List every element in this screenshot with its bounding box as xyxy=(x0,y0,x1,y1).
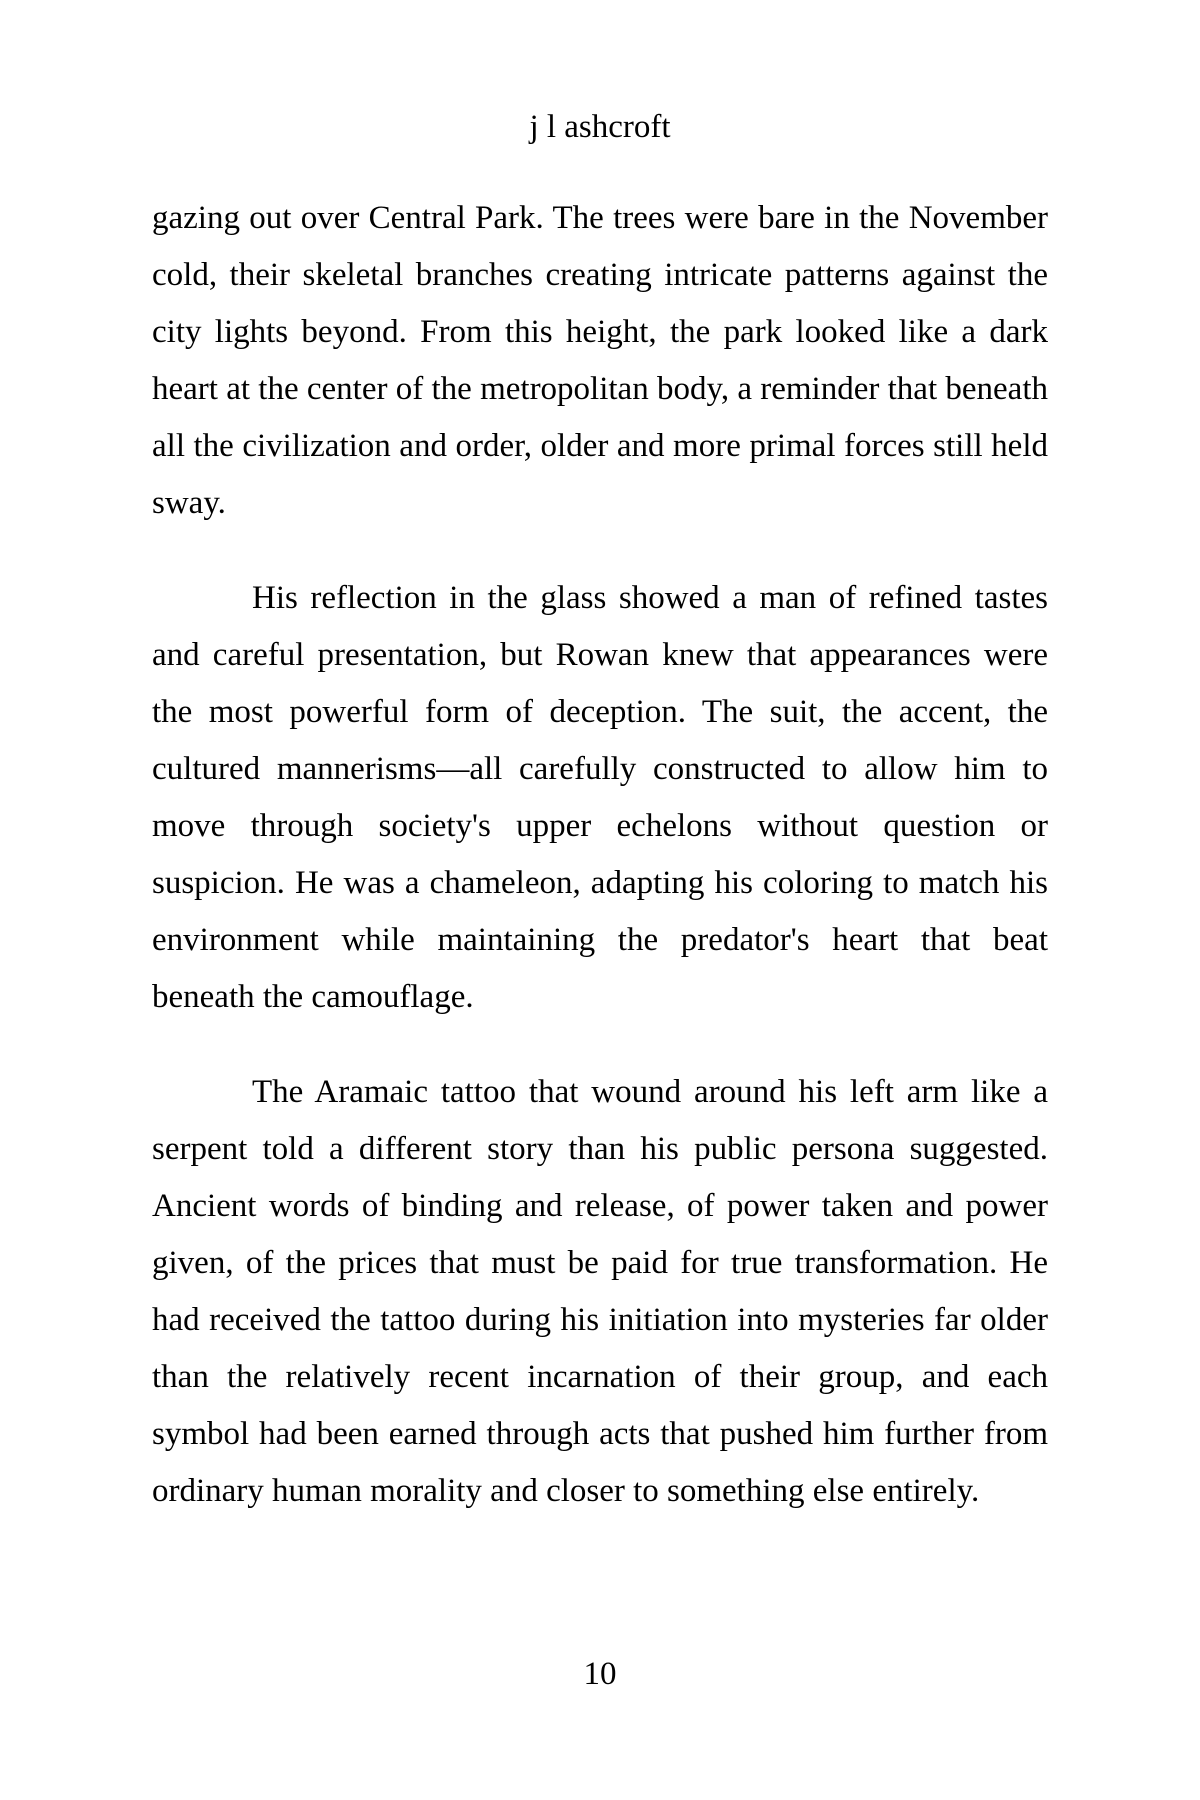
paragraph-2: His reflection in the glass showed a man of refined tastes and careful presentation, but Rowan knew that appearances were the most powerful form of deception. The suit, the accent, the cultured mannerisms—all carefully constructed to allow him to move through society's upper echelons without question or suspicion. He was a chameleon, adapting his coloring to match his environment while maintaining the predator's heart that beat beneath the camouflage. xyxy=(152,580,1048,1015)
page-number: 10 xyxy=(583,1656,617,1692)
body-text xyxy=(152,190,1048,1520)
running-header: j l ashcroft xyxy=(529,109,671,145)
paragraph-1: gazing out over Central Park. The trees were bare in the November cold, their skeletal branches creating intricate patterns against the city lights beyond. From this height, the park looked like a dark heart at the center of the metropolitan body, a reminder that beneath all the civilization and order, older and more primal forces still held sway. xyxy=(152,200,1048,521)
paragraph-3: The Aramaic tattoo that wound around his left arm like a serpent told a different story than his public persona suggested. Ancient words of binding and release, of power taken and power given, of the prices that must be paid for true transformation. He had received the tattoo during his initiation into mysteries far older than the relatively recent incarnation of their group, and each symbol had been earned through acts that pushed him further from ordinary human morality and closer to something else entirely. xyxy=(152,1074,1048,1509)
